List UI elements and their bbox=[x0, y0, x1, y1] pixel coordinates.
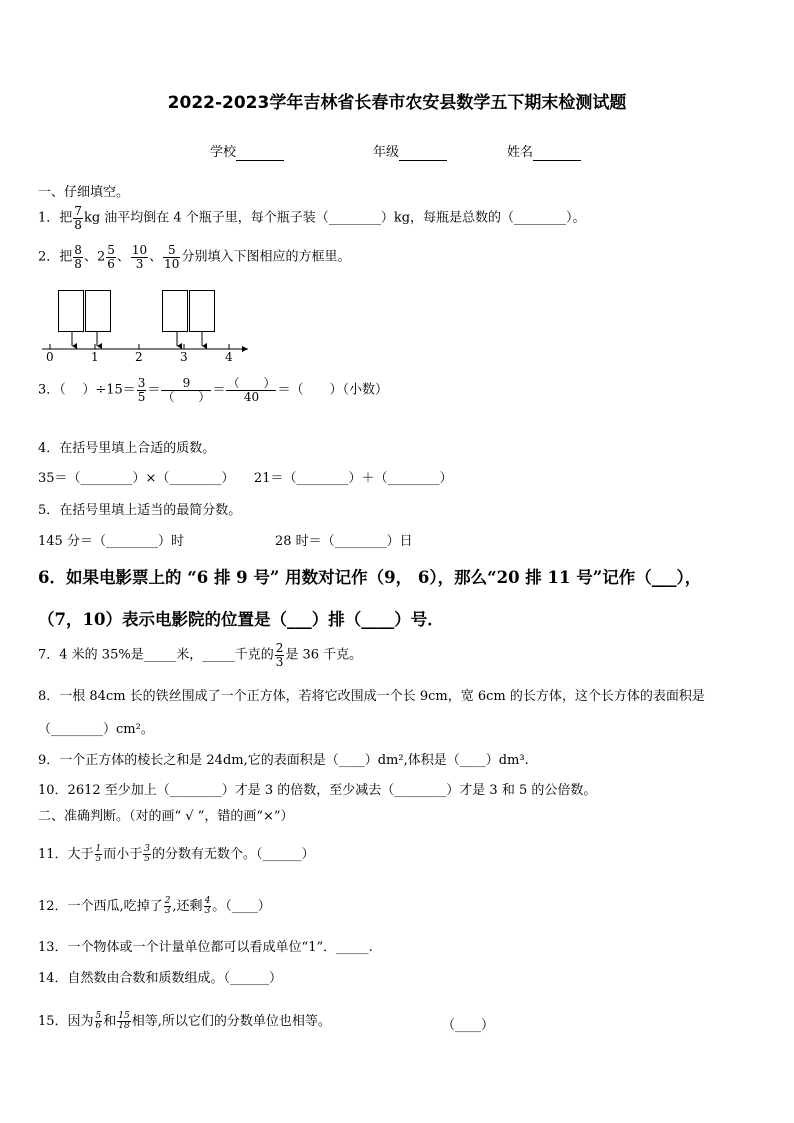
school-label: 学校 bbox=[210, 145, 237, 160]
question-14[interactable]: 14．自然数由合数和质数组成。（______） bbox=[38, 971, 283, 986]
q2-fraction-2: $\frac{5}{6}$ bbox=[107, 243, 115, 271]
q1-mid: kg 油平均倒在 4 个瓶子里，每个瓶子装（ bbox=[83, 210, 329, 226]
q2-fraction-4: $\frac{5}{10}$ bbox=[164, 243, 180, 271]
q1-mid2: ）kg，每瓶是总数的（ bbox=[380, 210, 515, 226]
q3-end: ＝（ ）（小数） bbox=[277, 382, 388, 398]
tick-label-3: 3 bbox=[180, 350, 188, 364]
q3-mid: ）÷15＝ bbox=[82, 382, 136, 398]
section-2-heading: 二、准确判断。（对的画“ √ ”，错的画“×”） bbox=[38, 809, 294, 824]
question-4-prompt: 4．在括号里填上合适的质数。 bbox=[38, 441, 216, 456]
q7-end: 是 36 千克。 bbox=[285, 647, 363, 663]
q7-pre: 7．4 米的 35%是_____米，_____千克的 bbox=[38, 647, 274, 663]
question-5-prompt: 5．在括号里填上适当的最简分数。 bbox=[38, 503, 242, 518]
q2-fraction-1: $\frac{8}{8}$ bbox=[74, 243, 82, 271]
tick-label-4: 4 bbox=[225, 350, 233, 364]
q15-pre: 15．因为 bbox=[38, 1014, 94, 1029]
question-8-line-2[interactable]: （________）cm²。 bbox=[38, 722, 154, 737]
section-1-heading: 一、仔细填空。 bbox=[38, 185, 130, 200]
grade-label: 年级 bbox=[373, 145, 400, 160]
q2-sep-2: 、 bbox=[116, 249, 130, 265]
q11-pre: 11．大于 bbox=[38, 847, 94, 862]
q3-equals-2: ＝ bbox=[212, 382, 226, 398]
name-blank[interactable] bbox=[533, 145, 581, 161]
q15-mid: 和 bbox=[103, 1014, 117, 1029]
q15-answer-blank[interactable]: （____） bbox=[442, 1018, 495, 1033]
q2-sep-3: 、 bbox=[149, 249, 163, 265]
name-field[interactable] bbox=[507, 141, 581, 161]
q11-mid: 而小于 bbox=[103, 847, 143, 862]
q15-end: 相等,所以它们的分数单位也相等。 bbox=[131, 1014, 331, 1029]
question-3 bbox=[38, 377, 388, 403]
question-12[interactable] bbox=[38, 895, 271, 916]
q3-fraction-2[interactable]: $\frac{9}{( )}$ bbox=[162, 376, 211, 404]
grade-field[interactable] bbox=[373, 141, 447, 161]
q7-fraction: $\frac{2}{3}$ bbox=[275, 641, 284, 669]
q2-number: 2． bbox=[38, 249, 60, 265]
question-8-line-1: 8．一根 84cm 长的铁丝围成了一个正方体，若将它改围成一个长 9cm，宽 6cm 的长方体，这个长方体的表面积是 bbox=[38, 689, 705, 704]
q1-blank-1[interactable]: ________ bbox=[328, 210, 381, 226]
question-10[interactable]: 10．2612 至少加上（________）才是 3 的倍数，至少减去（________）才是 3 和 5 的公倍数。 bbox=[38, 783, 597, 798]
q2-end: 分别填入下图相应的方框里。 bbox=[181, 249, 351, 265]
q12-fraction-1: $\frac{2}{3}$ bbox=[164, 895, 171, 916]
school-blank[interactable] bbox=[236, 145, 284, 161]
q3-open-paren: （ bbox=[59, 382, 66, 398]
q11-fraction-1: $\frac{1}{5}$ bbox=[95, 843, 102, 864]
school-field[interactable] bbox=[210, 141, 284, 161]
question-6-line-2[interactable]: （7，10）表示电影院的位置是（___）排（____）号． bbox=[38, 610, 444, 629]
q1-pre: 把 bbox=[59, 210, 73, 226]
q12-end: 。（____） bbox=[212, 899, 271, 914]
question-11[interactable] bbox=[38, 843, 315, 864]
q3-fraction-1: $\frac{3}{5}$ bbox=[137, 376, 146, 404]
q2-sep-1: 、2 bbox=[83, 249, 106, 265]
question-7[interactable] bbox=[38, 642, 362, 668]
q3-number: 3． bbox=[38, 382, 60, 398]
question-1 bbox=[38, 205, 586, 231]
question-6-line-1[interactable]: 6．如果电影票上的 “6 排 9 号” 用数对记作（9， 6），那么“20 排 11 号”记作（___）， bbox=[38, 568, 702, 587]
q11-end: 的分数有无数个。（______） bbox=[152, 847, 315, 862]
q12-pre: 12．一个西瓜,吃掉了 bbox=[38, 899, 163, 914]
question-9[interactable]: 9．一个正方体的棱长之和是 24dm,它的表面积是（____）dm²,体积是（____）dm³. bbox=[38, 753, 529, 768]
q11-fraction-2: $\frac{3}{5}$ bbox=[144, 843, 151, 864]
question-2 bbox=[38, 244, 350, 270]
question-4-answer-line[interactable]: 35＝（________）×（________） 21＝（________）＋（________） bbox=[38, 471, 453, 486]
tick-label-2: 2 bbox=[135, 350, 143, 364]
q3-equals-1: ＝ bbox=[147, 382, 161, 398]
tick-label-0: 0 bbox=[46, 350, 54, 364]
tick-label-1: 1 bbox=[91, 350, 99, 364]
q1-blank-2[interactable]: ________ bbox=[514, 210, 567, 226]
page-title: 2022-2023学年吉林省长春市农安县数学五下期末检测试题 bbox=[167, 93, 627, 113]
q3-fraction-3[interactable]: $\frac{( )}{40}$ bbox=[227, 376, 276, 404]
grade-blank[interactable] bbox=[399, 145, 447, 161]
question-15 bbox=[38, 1010, 331, 1031]
q2-fraction-3: $\frac{10}{3}$ bbox=[131, 243, 148, 271]
q1-fraction: $\frac{7}{8}$ bbox=[74, 204, 82, 232]
question-13[interactable]: 13．一个物体或一个计量单位都可以看成单位“1”．_____. bbox=[38, 940, 373, 955]
q2-pre: 把 bbox=[59, 249, 73, 265]
q15-fraction-1: $\frac{5}{6}$ bbox=[95, 1010, 102, 1031]
q12-mid: ,还剩 bbox=[172, 899, 203, 914]
q1-end: ）。 bbox=[566, 210, 586, 226]
q1-number: 1． bbox=[38, 210, 60, 226]
name-label: 姓名 bbox=[507, 145, 534, 160]
q12-fraction-2: $\frac{4}{3}$ bbox=[204, 895, 211, 916]
question-5-answer-line[interactable]: 145 分＝（________）时 28 时＝（________）日 bbox=[38, 534, 413, 549]
q15-fraction-2: $\frac{15}{18}$ bbox=[118, 1010, 130, 1031]
